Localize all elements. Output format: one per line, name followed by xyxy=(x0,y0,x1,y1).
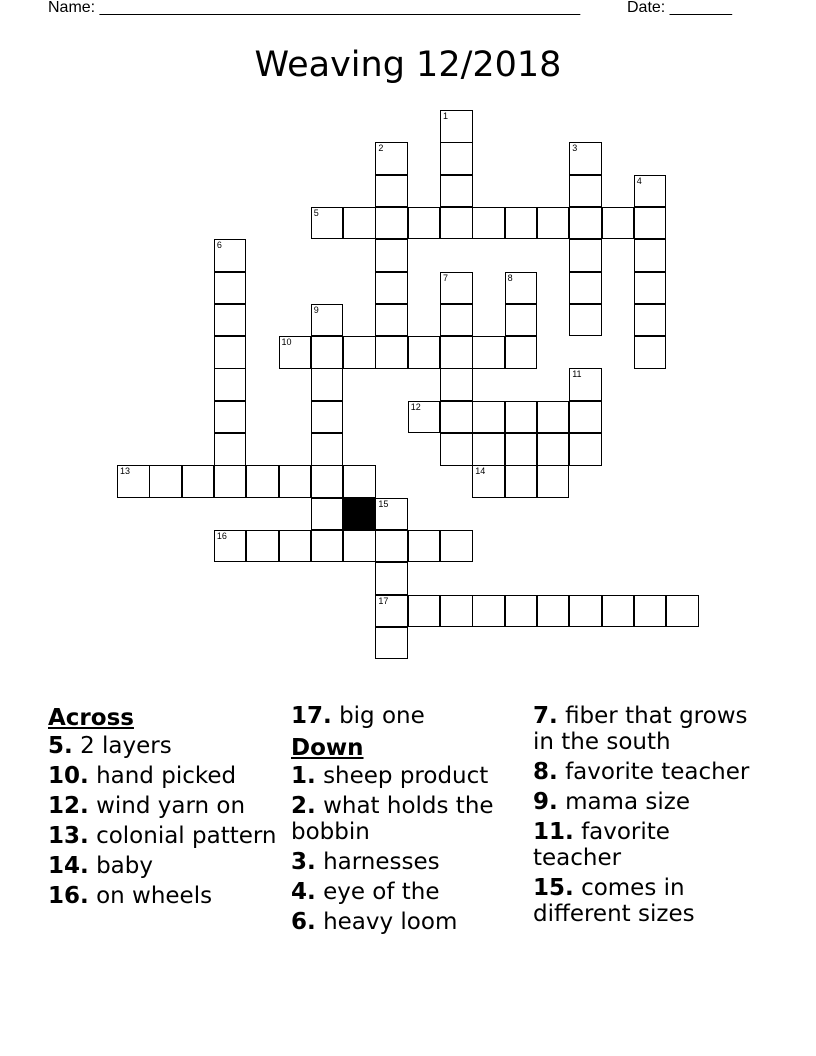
grid-cell[interactable] xyxy=(311,336,344,369)
grid-cell[interactable] xyxy=(214,368,247,401)
grid-cell[interactable] xyxy=(634,304,667,337)
grid-cell[interactable] xyxy=(375,498,408,531)
grid-cell[interactable] xyxy=(311,433,344,466)
clue-item-text: harnesses xyxy=(323,849,440,875)
grid-cell[interactable] xyxy=(214,336,247,369)
grid-cell[interactable] xyxy=(311,465,344,498)
grid-cell[interactable] xyxy=(311,530,344,563)
grid-cell[interactable] xyxy=(279,336,312,369)
grid-cell[interactable] xyxy=(343,336,376,369)
grid-cell[interactable] xyxy=(375,175,408,208)
grid-cell[interactable] xyxy=(343,465,376,498)
grid-cell[interactable] xyxy=(602,595,635,628)
grid-cell[interactable] xyxy=(214,401,247,434)
clue-number: 15 xyxy=(378,498,389,509)
grid-cell[interactable] xyxy=(311,498,344,531)
grid-cell[interactable] xyxy=(343,207,376,240)
grid-cell[interactable] xyxy=(634,239,667,272)
page-title: Weaving 12/2018 xyxy=(254,45,562,85)
clue-item xyxy=(533,789,763,815)
grid-cell[interactable] xyxy=(472,336,505,369)
clue-item-text: heavy loom xyxy=(323,909,458,935)
clue-item-number: 3. xyxy=(291,849,316,875)
clue-item-number: 8. xyxy=(533,759,558,785)
grid-cell[interactable] xyxy=(214,433,247,466)
clue-item-number: 17. xyxy=(291,703,332,729)
grid-cell[interactable] xyxy=(569,272,602,305)
grid-cell[interactable] xyxy=(311,304,344,337)
grid-cell[interactable] xyxy=(537,465,570,498)
clue-item xyxy=(48,733,278,759)
grid-cell[interactable] xyxy=(375,142,408,175)
grid-cell[interactable] xyxy=(440,142,473,175)
grid-cell[interactable] xyxy=(440,175,473,208)
grid-cell[interactable] xyxy=(311,368,344,401)
black-square xyxy=(343,498,376,531)
clue-item-number: 13. xyxy=(48,823,89,849)
clue-item-text: big one xyxy=(339,703,425,729)
grid-cell[interactable] xyxy=(440,304,473,337)
clue-number: 7 xyxy=(443,272,449,283)
grid-cell[interactable] xyxy=(375,627,408,660)
clue-item-number: 1. xyxy=(291,763,316,789)
clue-item xyxy=(291,793,521,845)
grid-cell[interactable] xyxy=(505,401,538,434)
clue-item-text: on wheels xyxy=(96,883,213,909)
grid-cell[interactable] xyxy=(569,175,602,208)
clue-item-number: 4. xyxy=(291,879,316,905)
clue-number: 4 xyxy=(636,175,642,186)
clue-number: 16 xyxy=(216,530,227,541)
clue-item-number: 5. xyxy=(48,733,73,759)
grid-cell[interactable] xyxy=(569,239,602,272)
grid-cell[interactable] xyxy=(214,304,247,337)
grid-cell[interactable] xyxy=(440,272,473,305)
grid-cell[interactable] xyxy=(408,401,441,434)
grid-cell[interactable] xyxy=(440,401,473,434)
clue-number: 11 xyxy=(572,369,582,380)
grid-cell[interactable] xyxy=(440,433,473,466)
grid-cell[interactable] xyxy=(440,595,473,628)
grid-cell[interactable] xyxy=(279,530,312,563)
clue-item-number: 7. xyxy=(533,703,558,729)
clue-number: 14 xyxy=(475,466,486,477)
grid-cell[interactable] xyxy=(214,465,247,498)
clue-item xyxy=(533,759,763,785)
name-field[interactable]: Name: ______________________________________________________ xyxy=(48,0,581,16)
clue-item-number: 10. xyxy=(48,763,89,789)
grid-cell[interactable] xyxy=(117,465,150,498)
clues-column-1 xyxy=(48,703,278,913)
grid-cell[interactable] xyxy=(375,239,408,272)
grid-cell[interactable] xyxy=(408,336,441,369)
clue-number: 5 xyxy=(313,207,319,218)
clue-item-text: mama size xyxy=(565,789,690,815)
clue-number: 10 xyxy=(281,337,292,348)
clue-item-number: 6. xyxy=(291,909,316,935)
grid-cell[interactable] xyxy=(408,530,441,563)
grid-cell[interactable] xyxy=(375,336,408,369)
clue-item-text: what holds the bobbin xyxy=(291,793,494,845)
grid-cell[interactable] xyxy=(375,562,408,595)
clue-item xyxy=(291,703,521,729)
clue-item-text: wind yarn on xyxy=(96,793,246,819)
clue-item-number: 2. xyxy=(291,793,316,819)
clue-item-text: hand picked xyxy=(96,763,237,789)
clue-item-number: 9. xyxy=(533,789,558,815)
grid-cell[interactable] xyxy=(569,401,602,434)
grid-cell[interactable] xyxy=(440,368,473,401)
grid-cell[interactable] xyxy=(408,207,441,240)
grid-cell[interactable] xyxy=(569,595,602,628)
grid-cell[interactable] xyxy=(311,207,344,240)
grid-cell[interactable] xyxy=(569,433,602,466)
clues-column-3 xyxy=(533,703,763,931)
grid-cell[interactable] xyxy=(440,530,473,563)
grid-cell[interactable] xyxy=(214,272,247,305)
grid-cell[interactable] xyxy=(505,465,538,498)
clue-item xyxy=(48,853,278,879)
clue-item-text: baby xyxy=(96,853,153,879)
grid-cell[interactable] xyxy=(537,595,570,628)
grid-cell[interactable] xyxy=(214,530,247,563)
grid-cell[interactable] xyxy=(505,304,538,337)
clue-number: 3 xyxy=(572,143,578,154)
grid-cell[interactable] xyxy=(375,595,408,628)
clue-number: 13 xyxy=(120,466,131,477)
grid-cell[interactable] xyxy=(182,465,215,498)
clue-item xyxy=(48,883,278,909)
section-heading-down: Down xyxy=(291,735,364,761)
clue-item xyxy=(533,703,763,755)
clue-number: 6 xyxy=(216,240,222,251)
grid-cell[interactable] xyxy=(343,530,376,563)
grid-cell[interactable] xyxy=(634,595,667,628)
grid-cell[interactable] xyxy=(505,595,538,628)
grid-cell[interactable] xyxy=(472,465,505,498)
grid-cell[interactable] xyxy=(149,465,182,498)
grid-cell[interactable] xyxy=(311,401,344,434)
clue-number: 17 xyxy=(378,595,389,606)
clue-item xyxy=(291,879,521,905)
clue-number: 2 xyxy=(378,143,384,154)
grid-cell[interactable] xyxy=(375,304,408,337)
clue-item xyxy=(291,849,521,875)
grid-cell[interactable] xyxy=(472,433,505,466)
clue-number: 12 xyxy=(410,401,421,412)
grid-cell[interactable] xyxy=(440,110,473,143)
clue-item-number: 15. xyxy=(533,875,574,901)
grid-cell[interactable] xyxy=(440,336,473,369)
grid-cell[interactable] xyxy=(537,433,570,466)
grid-cell[interactable] xyxy=(505,272,538,305)
clue-item-text: sheep product xyxy=(323,763,489,789)
grid-cell[interactable] xyxy=(246,530,279,563)
clues-column-2 xyxy=(291,703,521,939)
clue-item-text: fiber that grows in the south xyxy=(533,703,748,755)
grid-cell[interactable] xyxy=(375,530,408,563)
grid-cell[interactable] xyxy=(279,465,312,498)
clue-item xyxy=(48,823,278,849)
grid-cell[interactable] xyxy=(214,239,247,272)
clue-item-text: colonial pattern xyxy=(96,823,277,849)
grid-cell[interactable] xyxy=(569,142,602,175)
grid-cell[interactable] xyxy=(634,272,667,305)
clue-item-number: 11. xyxy=(533,819,574,845)
clue-item xyxy=(291,763,521,789)
clue-item-number: 12. xyxy=(48,793,89,819)
clue-item-text: eye of the xyxy=(323,879,440,905)
clue-item-number: 14. xyxy=(48,853,89,879)
clue-item xyxy=(533,819,763,871)
grid-cell[interactable] xyxy=(634,207,667,240)
clue-item xyxy=(48,793,278,819)
grid-cell[interactable] xyxy=(375,272,408,305)
grid-cell[interactable] xyxy=(666,595,699,628)
clue-item xyxy=(48,763,278,789)
grid-cell[interactable] xyxy=(537,401,570,434)
grid-cell[interactable] xyxy=(634,336,667,369)
grid-cell[interactable] xyxy=(505,336,538,369)
grid-cell[interactable] xyxy=(440,207,473,240)
grid-cell[interactable] xyxy=(472,595,505,628)
grid-cell[interactable] xyxy=(569,368,602,401)
clue-item xyxy=(291,909,521,935)
clue-number: 1 xyxy=(443,111,449,121)
clue-number: 8 xyxy=(507,272,513,283)
clue-number: 9 xyxy=(313,304,319,315)
grid-cell[interactable] xyxy=(602,207,635,240)
clue-item-text: comes in different sizes xyxy=(533,875,695,927)
clue-item xyxy=(533,875,763,927)
grid-cell[interactable] xyxy=(472,401,505,434)
grid-cell[interactable] xyxy=(569,304,602,337)
grid-cell[interactable] xyxy=(537,207,570,240)
clue-item-number: 16. xyxy=(48,883,89,909)
clue-item-text: 2 layers xyxy=(80,733,172,759)
grid-cell[interactable] xyxy=(634,175,667,208)
clue-item-text: favorite teacher xyxy=(565,759,750,785)
grid-cell[interactable] xyxy=(472,207,505,240)
grid-cell[interactable] xyxy=(246,465,279,498)
date-field[interactable]: Date: _______ xyxy=(627,0,732,16)
grid-cell[interactable] xyxy=(505,207,538,240)
grid-cell[interactable] xyxy=(408,595,441,628)
grid-cell[interactable] xyxy=(505,433,538,466)
clue-item-text: favorite teacher xyxy=(533,819,670,871)
grid-cell[interactable] xyxy=(375,207,408,240)
section-heading-across: Across xyxy=(48,705,134,731)
grid-cell[interactable] xyxy=(569,207,602,240)
